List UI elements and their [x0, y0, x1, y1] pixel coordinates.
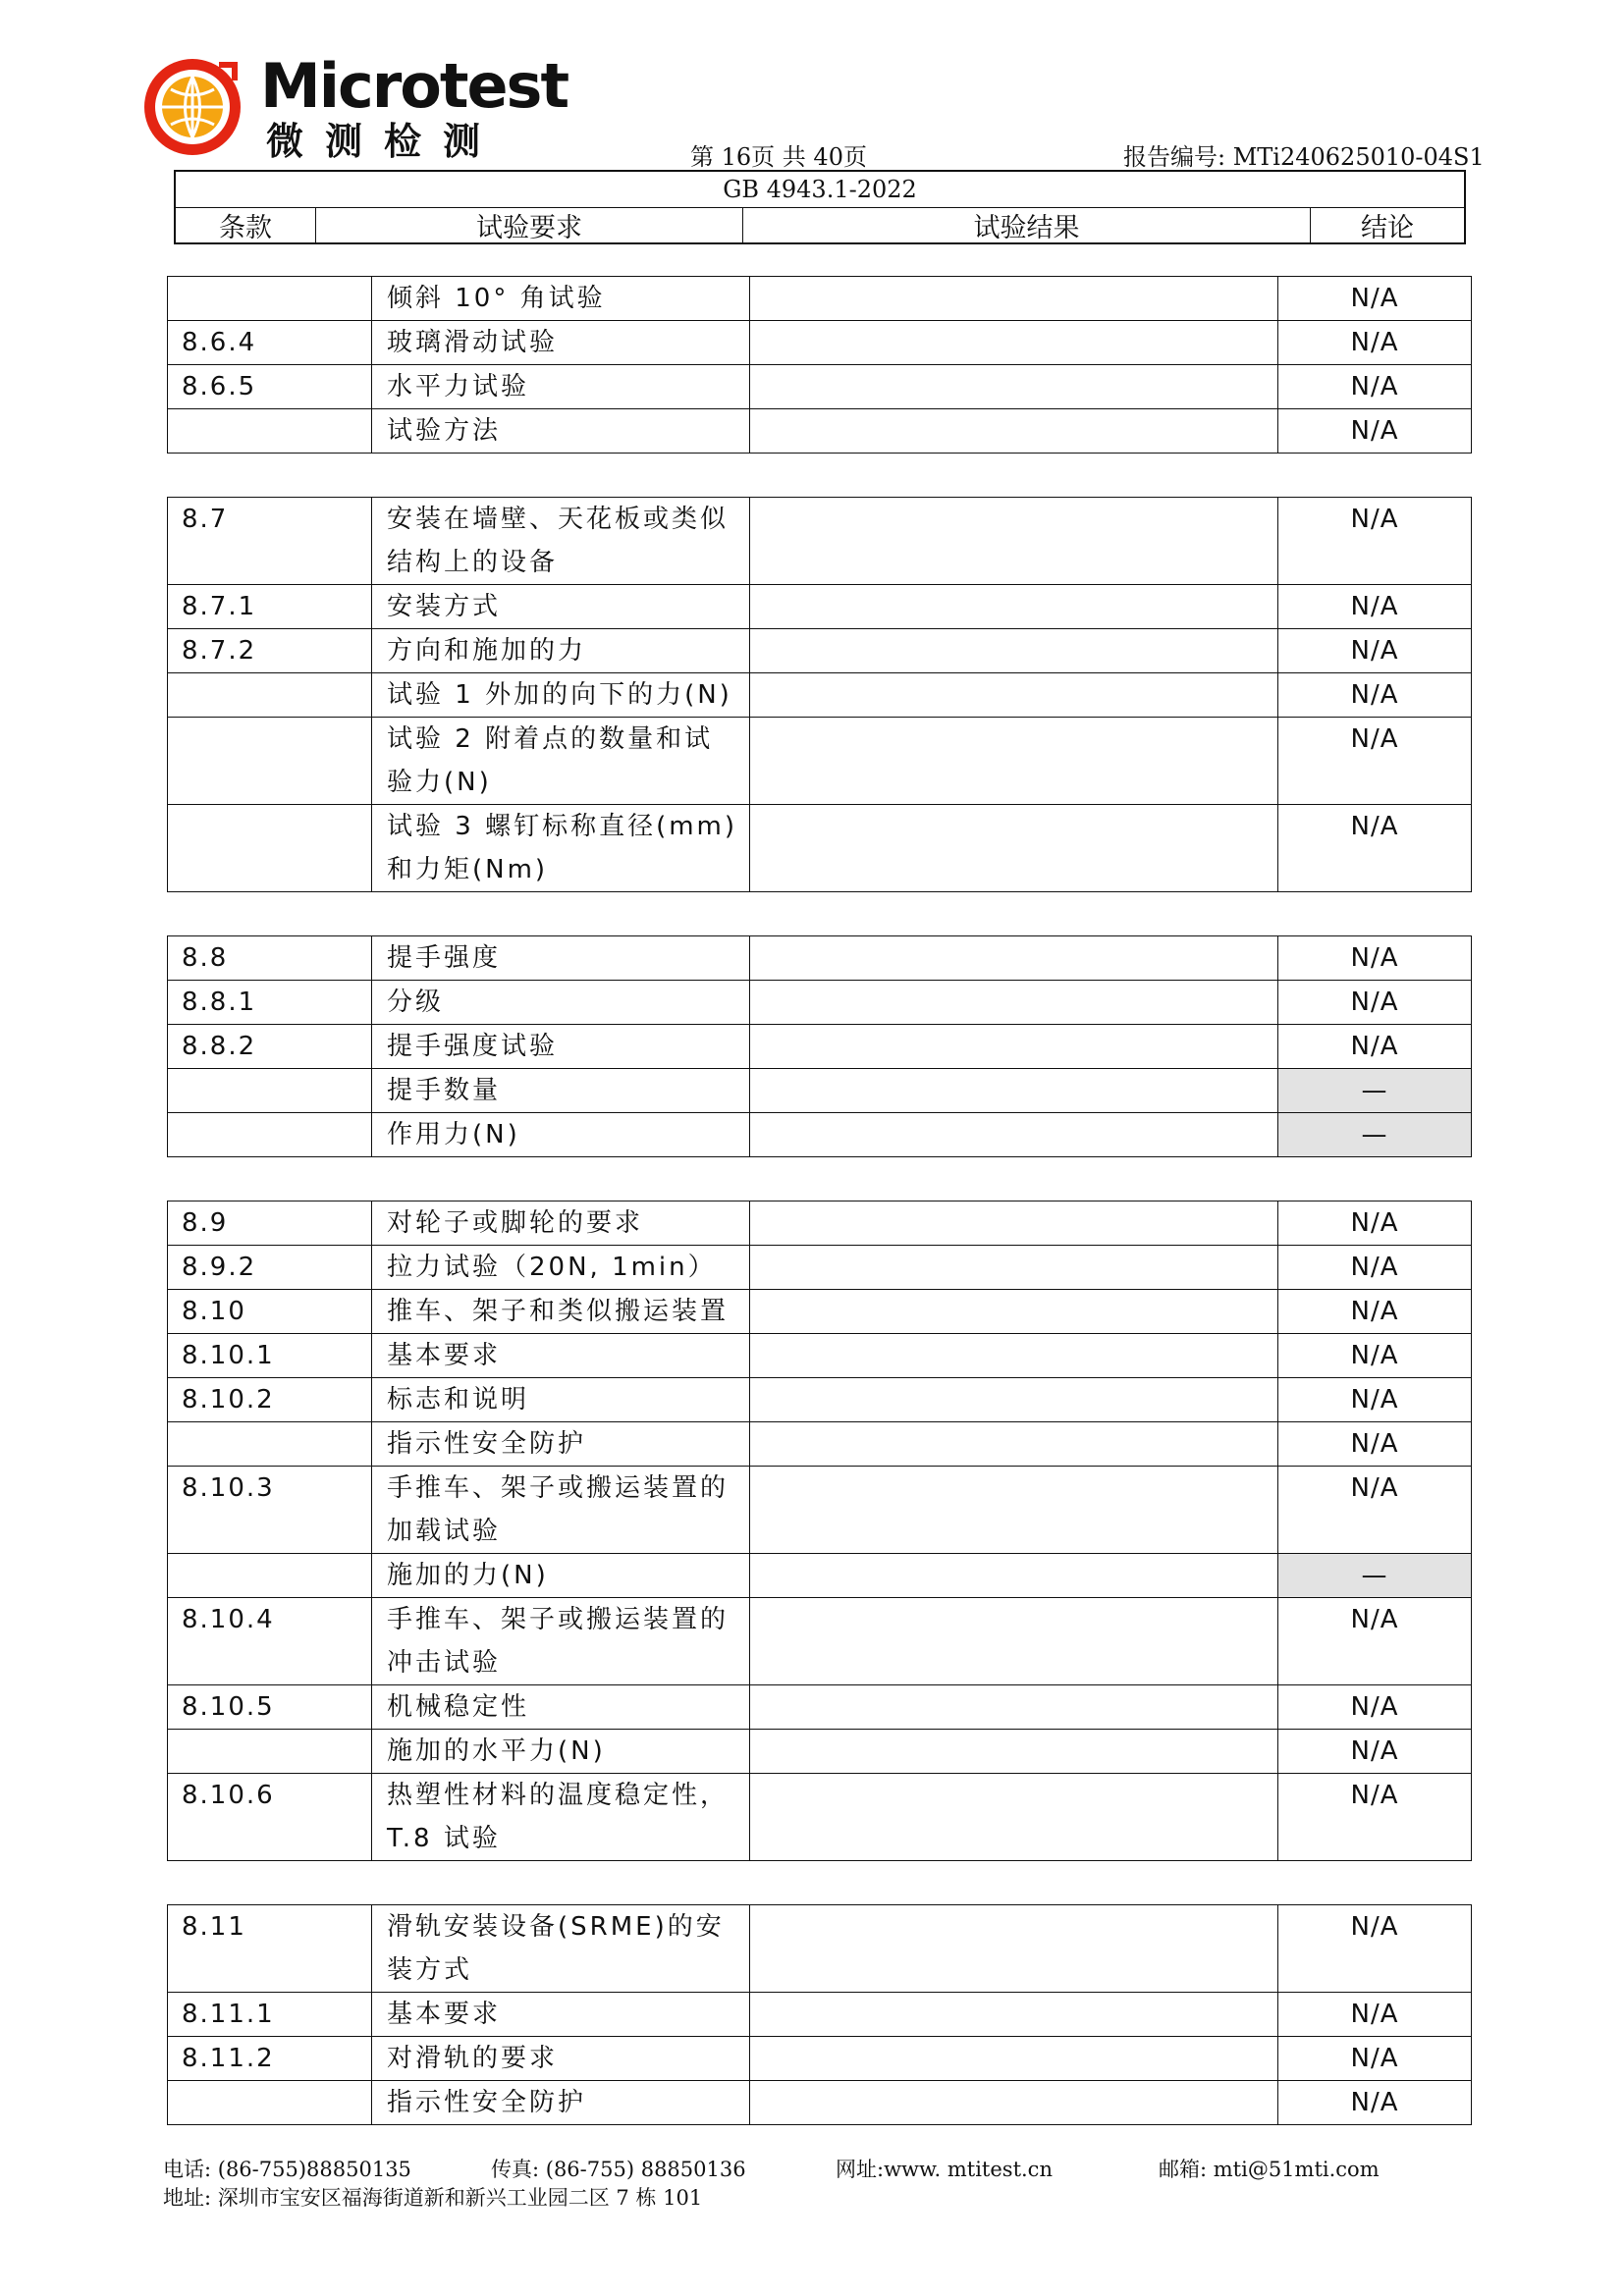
- clause-number-cell: 8.7.2: [168, 629, 372, 673]
- requirement-cell: 试验 3 螺钉标称直径(mm)和力矩(Nm): [372, 805, 750, 892]
- clause-number-cell: [168, 1554, 372, 1598]
- conclusion-cell: N/A: [1278, 2081, 1472, 2125]
- table-row: [168, 805, 1472, 892]
- clause-number-cell: 8.11.1: [168, 1993, 372, 2037]
- result-cell: [750, 673, 1278, 718]
- table-row: [168, 936, 1472, 981]
- result-cell: [750, 1246, 1278, 1290]
- requirement-cell: 拉力试验（20N, 1min）: [372, 1246, 750, 1290]
- requirement-cell: 标志和说明: [372, 1378, 750, 1422]
- clause-table: [167, 1904, 1472, 2125]
- clause-number-cell: [168, 1730, 372, 1774]
- conclusion-cell: N/A: [1278, 629, 1472, 673]
- brand-name: Microtest: [260, 50, 568, 122]
- table-row: [168, 1025, 1472, 1069]
- clause-tables: [167, 276, 1471, 2168]
- requirement-cell: 指示性安全防护: [372, 2081, 750, 2125]
- table-row: [168, 673, 1472, 718]
- requirement-cell: 手推车、架子或搬运装置的加载试验: [372, 1467, 750, 1554]
- table-row: [168, 1993, 1472, 2037]
- result-cell: [750, 1201, 1278, 1246]
- table-row: [168, 1905, 1472, 1993]
- table-row: [168, 981, 1472, 1025]
- clause-number-cell: 8.10.3: [168, 1467, 372, 1554]
- requirement-cell: 提手强度试验: [372, 1025, 750, 1069]
- result-cell: [750, 1554, 1278, 1598]
- result-cell: [750, 1730, 1278, 1774]
- clause-number-cell: 8.9.2: [168, 1246, 372, 1290]
- standard-title: GB 4943.1-2022: [176, 172, 1464, 208]
- company-logo: [142, 50, 568, 163]
- requirement-cell: 试验 1 外加的向下的力(N): [372, 673, 750, 718]
- conclusion-cell: N/A: [1278, 277, 1472, 321]
- requirement-cell: 倾斜 10° 角试验: [372, 277, 750, 321]
- clause-number-cell: 8.10.5: [168, 1685, 372, 1730]
- conclusion-cell: N/A: [1278, 1246, 1472, 1290]
- result-cell: [750, 1467, 1278, 1554]
- result-cell: [750, 498, 1278, 585]
- conclusion-cell: N/A: [1278, 1378, 1472, 1422]
- table-row: [168, 1246, 1472, 1290]
- result-cell: [750, 2037, 1278, 2081]
- clause-table: [167, 276, 1472, 454]
- requirement-cell: 滑轨安装设备(SRME)的安装方式: [372, 1905, 750, 1993]
- requirement-cell: 作用力(N): [372, 1113, 750, 1157]
- table-row: [168, 1378, 1472, 1422]
- requirement-cell: 施加的力(N): [372, 1554, 750, 1598]
- footer-phone: 电话: (86-755)88850135: [163, 2158, 411, 2181]
- conclusion-cell: N/A: [1278, 1685, 1472, 1730]
- conclusion-cell: N/A: [1278, 321, 1472, 365]
- conclusion-cell: N/A: [1278, 718, 1472, 805]
- requirement-cell: 对轮子或脚轮的要求: [372, 1201, 750, 1246]
- conclusion-cell: N/A: [1278, 981, 1472, 1025]
- conclusion-cell: N/A: [1278, 498, 1472, 585]
- result-cell: [750, 629, 1278, 673]
- clause-number-cell: [168, 1069, 372, 1113]
- result-cell: [750, 2081, 1278, 2125]
- clause-number-cell: [168, 277, 372, 321]
- conclusion-cell: N/A: [1278, 1334, 1472, 1378]
- column-header-result: 试验结果: [743, 208, 1311, 242]
- requirement-cell: 基本要求: [372, 1334, 750, 1378]
- clause-number-cell: 8.7.1: [168, 585, 372, 629]
- requirement-cell: 基本要求: [372, 1993, 750, 2037]
- clause-number-cell: [168, 2081, 372, 2125]
- conclusion-cell: N/A: [1278, 1025, 1472, 1069]
- clause-number-cell: 8.10: [168, 1290, 372, 1334]
- requirement-cell: 试验 2 附着点的数量和试验力(N): [372, 718, 750, 805]
- clause-number-cell: 8.6.4: [168, 321, 372, 365]
- conclusion-cell: N/A: [1278, 365, 1472, 409]
- conclusion-cell: —: [1278, 1113, 1472, 1157]
- table-row: [168, 1290, 1472, 1334]
- conclusion-cell: —: [1278, 1554, 1472, 1598]
- table-row: [168, 1334, 1472, 1378]
- clause-number-cell: 8.11: [168, 1905, 372, 1993]
- table-row: [168, 585, 1472, 629]
- clause-number-cell: 8.8: [168, 936, 372, 981]
- column-header-conclusion: 结论: [1361, 213, 1414, 243]
- requirement-cell: 施加的水平力(N): [372, 1730, 750, 1774]
- requirement-cell: 试验方法: [372, 409, 750, 454]
- column-header-requirement: 试验要求: [316, 208, 743, 242]
- clause-number-cell: 8.7: [168, 498, 372, 585]
- clause-number-cell: 8.10.6: [168, 1774, 372, 1861]
- table-row: [168, 1685, 1472, 1730]
- conclusion-cell: N/A: [1278, 936, 1472, 981]
- conclusion-cell: N/A: [1278, 585, 1472, 629]
- result-cell: [750, 365, 1278, 409]
- clause-number-cell: [168, 1422, 372, 1467]
- result-cell: [750, 409, 1278, 454]
- requirement-cell: 安装方式: [372, 585, 750, 629]
- table-row: [168, 1554, 1472, 1598]
- result-cell: [750, 1113, 1278, 1157]
- requirement-cell: 安装在墙壁、天花板或类似结构上的设备: [372, 498, 750, 585]
- conclusion-cell: N/A: [1278, 1201, 1472, 1246]
- conclusion-cell: —: [1278, 1069, 1472, 1113]
- table-row: [168, 1730, 1472, 1774]
- result-cell: [750, 277, 1278, 321]
- result-cell: [750, 585, 1278, 629]
- conclusion-cell: N/A: [1278, 1290, 1472, 1334]
- table-row: [168, 1774, 1472, 1861]
- clause-number-cell: 8.9: [168, 1201, 372, 1246]
- result-cell: [750, 1422, 1278, 1467]
- footer-website: 网址:www. mtitest.cn: [836, 2158, 1053, 2181]
- table-row: [168, 718, 1472, 805]
- clause-number-cell: [168, 673, 372, 718]
- clause-number-cell: 8.11.2: [168, 2037, 372, 2081]
- globe-logo-icon: [142, 57, 243, 157]
- page-number: 第 16页 共 40页: [690, 143, 867, 171]
- clause-number-cell: 8.10.2: [168, 1378, 372, 1422]
- footer-fax: 传真: (86-755) 88850136: [491, 2158, 746, 2181]
- table-row: [168, 498, 1472, 585]
- result-cell: [750, 1685, 1278, 1730]
- result-cell: [750, 981, 1278, 1025]
- conclusion-cell: N/A: [1278, 1467, 1472, 1554]
- requirement-cell: 分级: [372, 981, 750, 1025]
- table-row: [168, 409, 1472, 454]
- clause-number-cell: [168, 718, 372, 805]
- table-row: [168, 629, 1472, 673]
- result-cell: [750, 805, 1278, 892]
- footer-email: 邮箱: mti@51mti.com: [1159, 2158, 1380, 2181]
- requirement-cell: 提手强度: [372, 936, 750, 981]
- conclusion-cell: N/A: [1278, 1598, 1472, 1685]
- clause-table: [167, 935, 1472, 1157]
- result-cell: [750, 1993, 1278, 2037]
- table-row: [168, 1113, 1472, 1157]
- table-row: [168, 1467, 1472, 1554]
- table-row: [168, 1598, 1472, 1685]
- result-cell: [750, 1905, 1278, 1993]
- conclusion-cell: N/A: [1278, 1730, 1472, 1774]
- clause-number-cell: [168, 1113, 372, 1157]
- clause-table: [167, 497, 1472, 892]
- column-headers: [176, 208, 1464, 242]
- clause-number-cell: 8.6.5: [168, 365, 372, 409]
- requirement-cell: 指示性安全防护: [372, 1422, 750, 1467]
- clause-table: [167, 1201, 1472, 1861]
- conclusion-cell: N/A: [1278, 673, 1472, 718]
- conclusion-cell: N/A: [1278, 1422, 1472, 1467]
- table-row: [168, 365, 1472, 409]
- result-cell: [750, 1290, 1278, 1334]
- table-row: [168, 1422, 1472, 1467]
- brand-name-chinese: 微测检测: [266, 120, 503, 163]
- result-cell: [750, 1378, 1278, 1422]
- conclusion-cell: N/A: [1278, 1774, 1472, 1861]
- conclusion-cell: N/A: [1278, 2037, 1472, 2081]
- conclusion-cell: N/A: [1278, 805, 1472, 892]
- requirement-cell: 水平力试验: [372, 365, 750, 409]
- conclusion-cell: N/A: [1278, 1993, 1472, 2037]
- conclusion-cell: N/A: [1278, 409, 1472, 454]
- result-cell: [750, 936, 1278, 981]
- table-row: [168, 2037, 1472, 2081]
- requirement-cell: 推车、架子和类似搬运装置: [372, 1290, 750, 1334]
- clause-number-cell: 8.8.1: [168, 981, 372, 1025]
- result-cell: [750, 1025, 1278, 1069]
- table-row: [168, 1069, 1472, 1113]
- table-row: [168, 277, 1472, 321]
- result-cell: [750, 718, 1278, 805]
- clause-number-cell: 8.8.2: [168, 1025, 372, 1069]
- requirement-cell: 玻璃滑动试验: [372, 321, 750, 365]
- result-cell: [750, 321, 1278, 365]
- result-cell: [750, 1774, 1278, 1861]
- requirement-cell: 手推车、架子或搬运装置的冲击试验: [372, 1598, 750, 1685]
- clause-number-cell: [168, 409, 372, 454]
- conclusion-cell: N/A: [1278, 1905, 1472, 1993]
- table-row: [168, 321, 1472, 365]
- table-row: [168, 2081, 1472, 2125]
- requirement-cell: 提手数量: [372, 1069, 750, 1113]
- standard-header: [174, 170, 1466, 244]
- requirement-cell: 机械稳定性: [372, 1685, 750, 1730]
- clause-number-cell: 8.10.1: [168, 1334, 372, 1378]
- result-cell: [750, 1069, 1278, 1113]
- column-header-clause: 条款: [176, 208, 316, 242]
- requirement-cell: 热塑性材料的温度稳定性，T.8 试验: [372, 1774, 750, 1861]
- report-number: 报告编号: MTi240625010-04S1: [1123, 143, 1485, 171]
- footer-address: 地址: 深圳市宝安区福海街道新和新兴工业园二区 7 栋 101: [163, 2186, 703, 2210]
- result-cell: [750, 1334, 1278, 1378]
- clause-number-cell: 8.10.4: [168, 1598, 372, 1685]
- requirement-cell: 方向和施加的力: [372, 629, 750, 673]
- table-row: [168, 1201, 1472, 1246]
- requirement-cell: 对滑轨的要求: [372, 2037, 750, 2081]
- result-cell: [750, 1598, 1278, 1685]
- clause-number-cell: [168, 805, 372, 892]
